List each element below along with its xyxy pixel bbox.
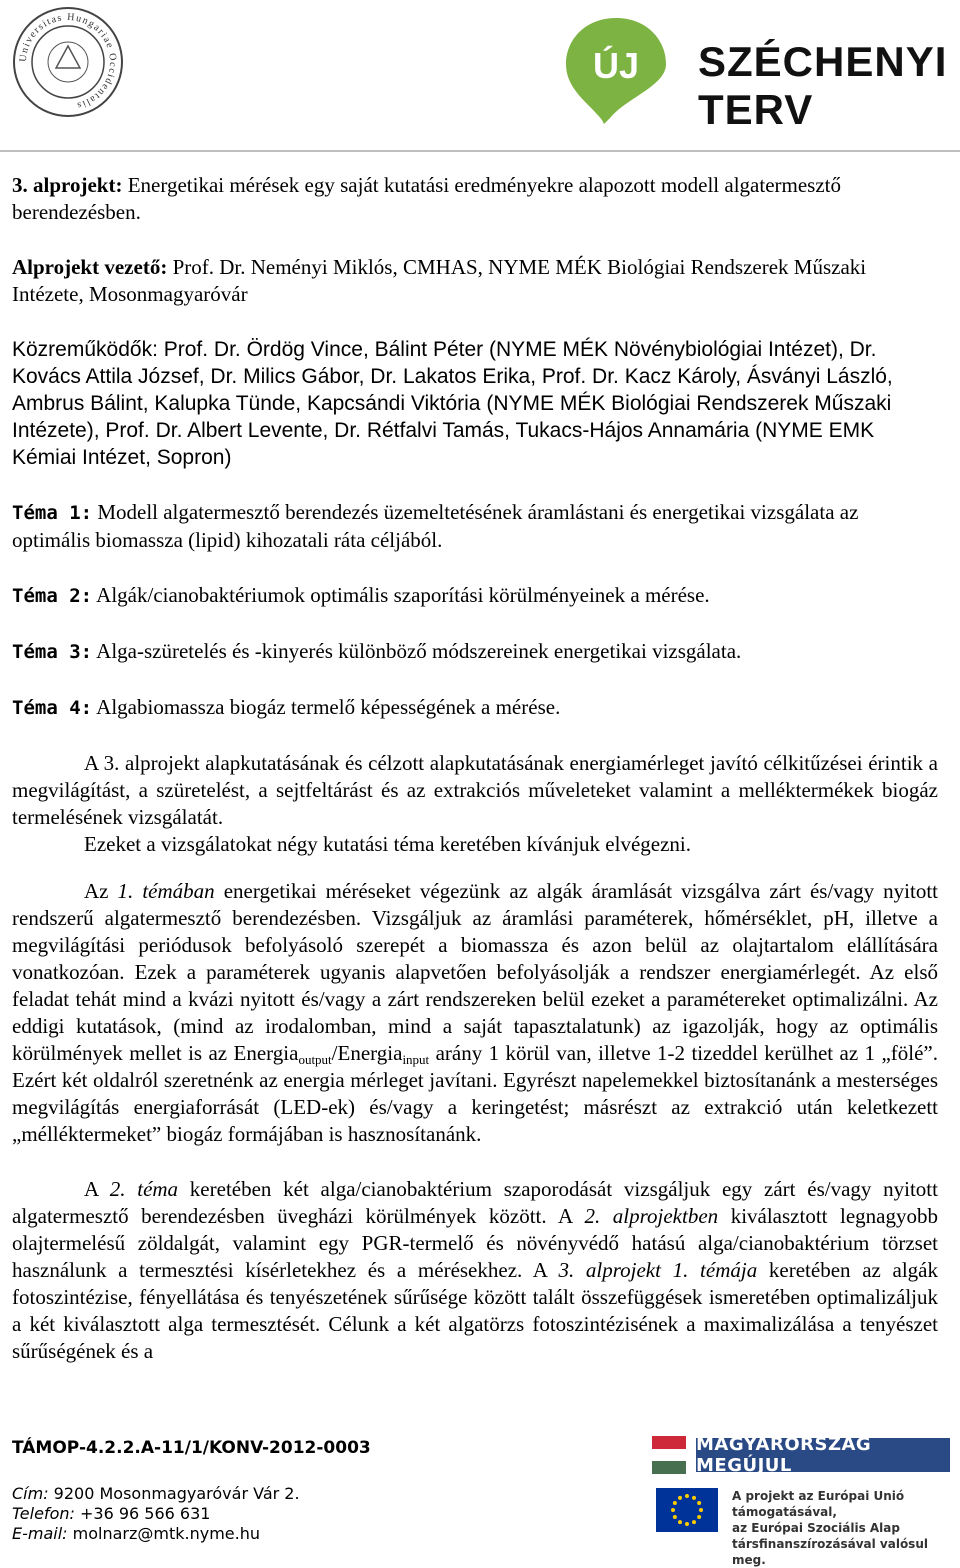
eu-star: [678, 1520, 682, 1524]
eu-note-line-1: A projekt az Európai Unió támogatásával,: [732, 1489, 905, 1519]
eu-star: [671, 1508, 675, 1512]
eu-star: [692, 1520, 696, 1524]
paragraph-four-topics: Ezeket a vizsgálatokat négy kutatási téma keretében kívánjuk elvégezni.: [84, 832, 691, 856]
hungarian-flag-icon: [652, 1436, 686, 1474]
address-line: Cím: 9200 Mosonmagyaróvár Vár 2.: [12, 1484, 300, 1503]
subproject-lead: Alprojekt vezető: Prof. Dr. Neményi Miklós, CMHAS, NYME MÉK Biológiai Rendszerek Műszaki Intézete, Mosonmagyaróvár: [12, 255, 867, 306]
magyarorszag-megujul-badge: MAGYARORSZÁG MEGÚJUL: [696, 1438, 950, 1472]
svg-text:Universitas Hungariae Occident: Universitas Hungariae Occidentalis: [17, 11, 119, 112]
eu-star: [673, 1501, 677, 1505]
topic-4: Téma 4: Algabiomassza biogáz termelő képességének a mérése.: [12, 695, 561, 719]
contact-info: [12, 1484, 300, 1544]
email-line: E-mail: molnarz@mtk.nyme.hu: [12, 1524, 261, 1543]
subproject-title: 3. alprojekt: Energetikai mérések egy saját kutatási eredményekre alapozott modell algatermesztő berendezésben.: [12, 173, 842, 224]
eu-star: [685, 1522, 689, 1526]
svg-text:ÚJ: ÚJ: [592, 45, 640, 86]
topic-3: Téma 3: Alga-szüretelés és -kinyerés különböző módszereinek energetikai vizsgálata.: [12, 639, 742, 663]
eu-star: [685, 1494, 689, 1498]
paragraph-goals: A 3. alprojekt alapkutatásának és célzott alapkutatásának energiamérleget javító célkitűzései érintik a megvilágítást, a szüretelést, a sejtfeltárást és az extrakciós műveleteket valamint a melléktermékek biogáz termelésének vizsgálatát.: [12, 751, 938, 829]
eu-funding-note: [732, 1488, 960, 1568]
university-seal-logo: [12, 6, 124, 118]
eu-star: [678, 1496, 682, 1500]
eu-star: [697, 1515, 701, 1519]
header-divider: [0, 150, 960, 152]
contributors: Közreműködők: Prof. Dr. Ördög Vince, Bálint Péter (NYME MÉK Növénybiológiai Intézet), Dr. Kovács Attila József, Dr. Milics Gábor, Dr. Lakatos Erika, Prof. Dr. Kacz Károly, Ásványi László, Ambrus Bálint, Kalupka Tünde, Kapcsándi Viktória (NYME MÉK Biológiai Rendszerek Műszaki Intézete), Prof. Dr. Albert Levente, Dr. Rétfalvi Tamás, Tukacs-Hájos Annamária (NYME EMK Kémiai Intézet, Sopron): [12, 338, 893, 469]
eu-star: [673, 1515, 677, 1519]
eu-note-line-2: az Európai Szociális Alap: [732, 1521, 900, 1535]
project-code: TÁMOP-4.2.2.A-11/1/KONV-2012-0003: [12, 1438, 371, 1458]
eu-flag-icon: [656, 1488, 718, 1532]
paragraph-topic-1: Az 1. témában energetikai méréseket végezünk az algák áramlását vizsgálva zárt és/vagy nyitott rendszerű algatermesztő berendezésben. Vizsgáljuk az áramlási paraméterek, hőmérséklet, pH, illetve a megvilágítási periódusok befolyásoló szerepét a biomassza és azon belül az olajtartalom elállítására vonatkozóan. Ezek a paraméterek ugyanis alapvetően befolyásolják a rendszer energiamérlegét. Az első feladat tehát mind a kvázi nyitott és/vagy a zárt rendszereken belül ezeket a paramétereket optimalizálni. Az eddigi kutatások, (mind az irodalomban, mind a saját tapasztalatunk) az igazolják, hogy az optimális körülmények mellet is az Energia$_{output}$/Energia$_{input}$ arány 1 körül van, illetve 1-2 tizeddel kerülhet az 1 „fölé”. Ezért két oldalról szeretnénk az energia mérleget javítani. Egyrészt napelemekkel biztosítanánk a mesterséges megvilágítás energiaforrását (LED-ek) és/vagy a keringetést; másrészt az extrakció után keletkezett „mélléktermeket” biogáz formájában is hasznosítanánk.: [12, 879, 938, 1146]
eu-star: [692, 1496, 696, 1500]
topic-1: Téma 1: Modell algatermesztő berendezés üzemeltetésének áramlástani és energetikai vizsgálata az optimális biomassza (lipid) kihozatali ráta céljából.: [12, 500, 859, 552]
topic-2: Téma 2: Algák/cianobaktériumok optimális szaporítási körülményeinek a mérése.: [12, 583, 710, 607]
phone-line: Telefon: +36 96 566 631: [12, 1504, 211, 1523]
document-body: [12, 172, 938, 1365]
szechenyi-terv-title: SZÉCHENYI TERV: [698, 38, 948, 133]
eu-star: [697, 1501, 701, 1505]
eu-note-line-3: társfinanszírozásával valósul meg.: [732, 1537, 928, 1567]
paragraph-topic-2: A 2. téma keretében két alga/cianobaktérium szaporodását vizsgáljuk egy zárt és/vagy nyitott algatermesztő berendezésben üvegházi körülmények között. A 2. alprojektben kiválasztott legnagyobb olajtermelésű zöldalgát, valamint egy PGR-termelő és növényvédő hatású alga/cianobaktérium törzset használunk a termesztési kísérletekhez és a mérésekhez. A 3. alprojekt 1. témája keretében az algák fotoszintézise, fényellátása és tenyészetének sűrűsége között talált összefüggések ismeretében optimalizáljuk a két kiválasztott alga termesztését. Célunk a két algatörzs fotoszintézisének a maximalizálása a tenyészet sűrűségének és a: [12, 1177, 939, 1363]
eu-star: [699, 1508, 703, 1512]
